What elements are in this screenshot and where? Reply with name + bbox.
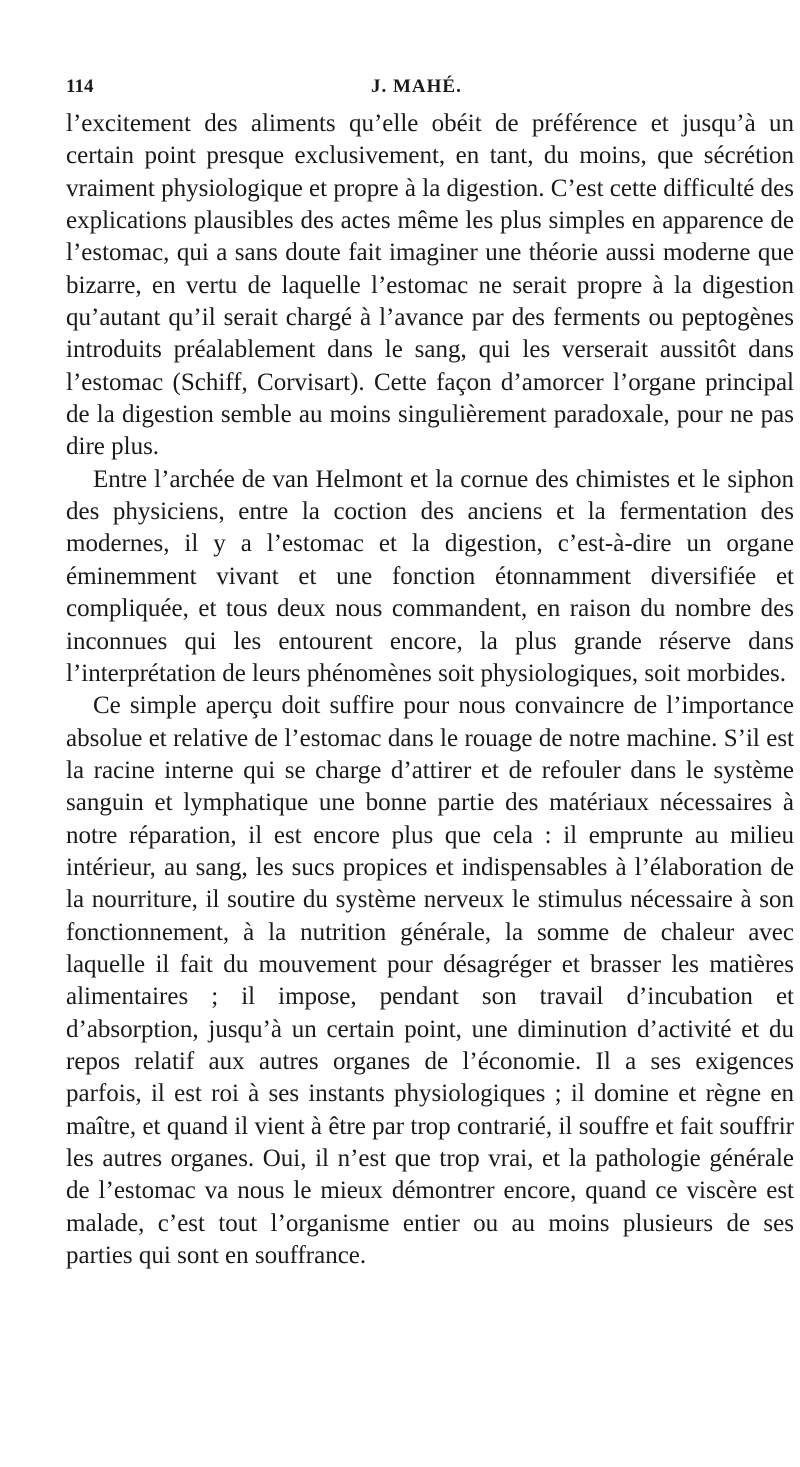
running-title: J. MAHÉ.	[371, 76, 462, 97]
paragraph-archee: Entre l’archée de van Helmont et la cornue des chimistes et le siphon des physiciens, entre la coction des anciens et la fermentation des modernes, il y a l’estomac et la digestion, c’est-à-dire un organe éminemment vivant et une fonction étonnamment diversifiée et compliquée, et tous deux nous commandent, en raison du nombre des inconnues qui les entourent encore, la plus grande réserve dans l’interprétation de leurs phénomènes soit physiologiques, soit morbides.	[66, 465, 794, 687]
body-text	[66, 108, 794, 1272]
page-number: 114	[66, 76, 94, 97]
paragraph-continuation: l’excitement des aliments qu’elle obéit de préférence et jusqu’à un certain point presque exclusivement, en tant, du moins, que sécrétion vraiment physiologique et propre à la digestion. C’est cette difficulté des explications plausibles des actes même les plus simples en apparence de l’estomac, qui a sans doute fait imaginer une théorie aussi moderne que bizarre, en vertu de laquelle l’estomac ne serait propre à la digestion qu’autant qu’il serait chargé à l’avance par des ferments ou peptogènes introduits préalablement dans le sang, qui les verserait aussitôt dans l’estomac (Schiff, Corvisart). Cette façon d’amorcer l’organe principal de la digestion semble au moins singulièrement paradoxale, pour ne pas dire plus.	[66, 110, 794, 461]
running-head	[66, 76, 758, 102]
paragraph-apercu: Ce simple aperçu doit suffire pour nous convaincre de l’importance absolue et relative de l’estomac dans le rouage de notre machine. S’il est la racine interne qui se charge d’attirer et de refouler dans le système sanguin et lymphatique une bonne partie des matériaux nécessaires à notre réparation, il est encore plus que cela : il emprunte au milieu intérieur, au sang, les sucs propices et indispensables à l’élaboration de la nourriture, il soutire du système nerveux le stimulus nécessaire à son fonctionnement, à la nutrition générale, la somme de chaleur avec laquelle il fait du mouvement pour désagréger et brasser les matières alimentaires ; il impose, pendant son travail d’incubation et d’absorption, jusqu’à un certain point, une diminution d’activité et du repos relatif aux autres organes de l’économie. Il a ses exigences parfois, il est roi à ses instants physiologiques ; il domine et règne en maître, et quand il vient à être par trop contrarié, il souffre et fait souffrir les autres organes. Oui, il n’est que trop vrai, et la pathologie générale de l’estomac va nous le mieux démontrer encore, quand ce viscère est malade, c’est tout l’organisme entier ou au moins plusieurs de ses parties qui sont en souffrance.	[66, 692, 794, 1270]
